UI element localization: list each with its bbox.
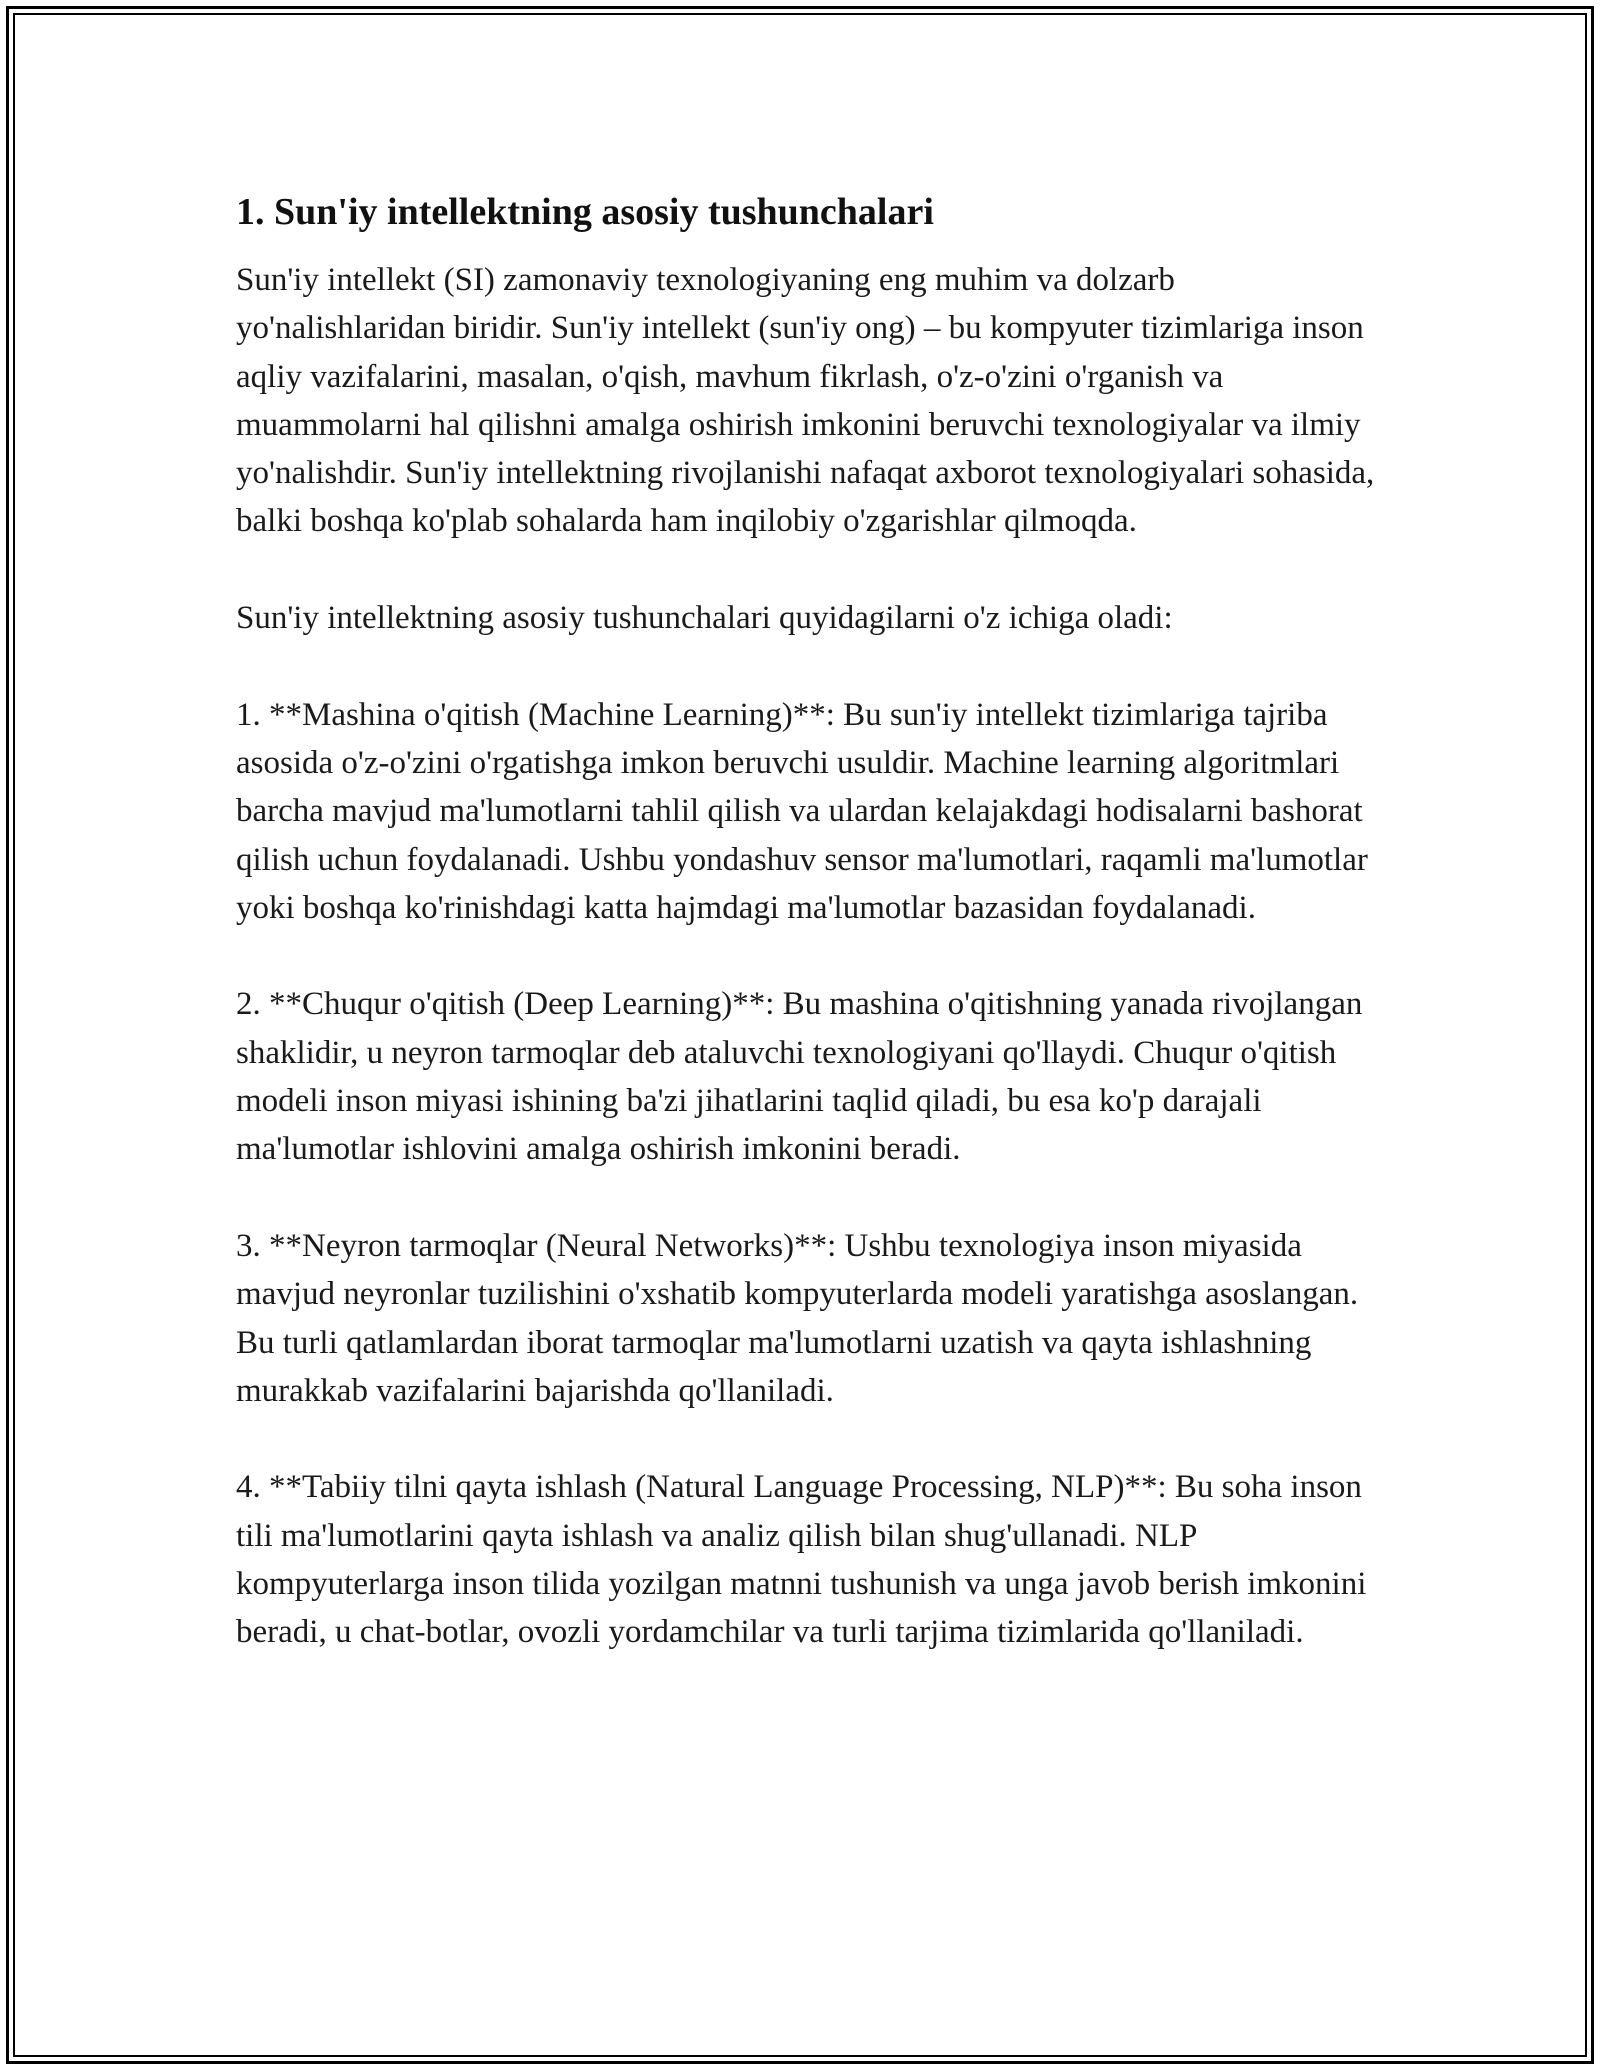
concepts-lead-paragraph: Sun'iy intellektning asosiy tushunchalari quyidagilarni o'z ichiga oladi:	[236, 600, 1173, 637]
section-heading: 1. Sun'iy intellektning asosiy tushunchalari	[236, 191, 934, 233]
nlp-paragraph: 4. **Tabiiy tilni qayta ishlash (Natural Language Processing, NLP)**: Bu soha inson tili ma'lumotlarini qayta ishlash va analiz qilish bilan shug'ullanadi. NLP kompyuterlarga inson tilida yozilgan matnni tushunish va unga javob berish imkonini beradi, u chat-botlar, ovozli yordamchilar va turli tarjima tizimlarida qo'llaniladi.	[236, 1469, 1367, 1651]
deep-learning-paragraph: 2. **Chuqur o'qitish (Deep Learning)**: Bu mashina o'qitishning yanada rivojlangan shaklidir, u neyron tarmoqlar deb ataluvchi texnologiyani qo'llaydi. Chuqur o'qitish modeli inson miyasi ishining ba'zi jihatlarini taqlid qiladi, bu esa ko'p darajali ma'lumotlar ishlovini amalga oshirish imkonini beradi.	[236, 986, 1363, 1168]
neural-networks-paragraph: 3. **Neyron tarmoqlar (Neural Networks)**: Ushbu texnologiya inson miyasida mavjud neyronlar tuzilishini o'xshatib kompyuterlarda modeli yaratishga asoslangan. Bu turli qatlamlardan iborat tarmoqlar ma'lumotlarni uzatish va qayta ishlashning murakkab vazifalarini bajarishda qo'llaniladi.	[236, 1227, 1359, 1409]
document-body	[236, 188, 1376, 1657]
intro-paragraph: Sun'iy intellekt (SI) zamonaviy texnologiyaning eng muhim va dolzarb yo'nalishlaridan biridir. Sun'iy intellekt (sun'iy ong) – bu kompyuter tizimlariga inson aqliy vazifalarini, masalan, o'qish, mavhum fikrlash, o'z-o'zini o'rganish va muammolarni hal qilishni amalga oshirish imkonini beruvchi texnologiyalar va ilmiy yo'nalishdir. Sun'iy intellektning rivojlanishi nafaqat axborot texnologiyalari sohasida, balki boshqa ko'plab sohalarda ham inqilobiy o'zgarishlar qilmoqda.	[236, 262, 1375, 540]
machine-learning-paragraph: 1. **Mashina o'qitish (Machine Learning)**: Bu sun'iy intellekt tizimlariga tajriba asosida o'z-o'zini o'rgatishga imkon beruvchi usuldir. Machine learning algoritmlari barcha mavjud ma'lumotlarni tahlil qilish va ulardan kelajakdagi hodisalarni bashorat qilish uchun foydalanadi. Ushbu yondashuv sensor ma'lumotlari, raqamli ma'lumotlar yoki boshqa ko'rinishdagi katta hajmdagi ma'lumotlar bazasidan foydalanadi.	[236, 696, 1368, 926]
